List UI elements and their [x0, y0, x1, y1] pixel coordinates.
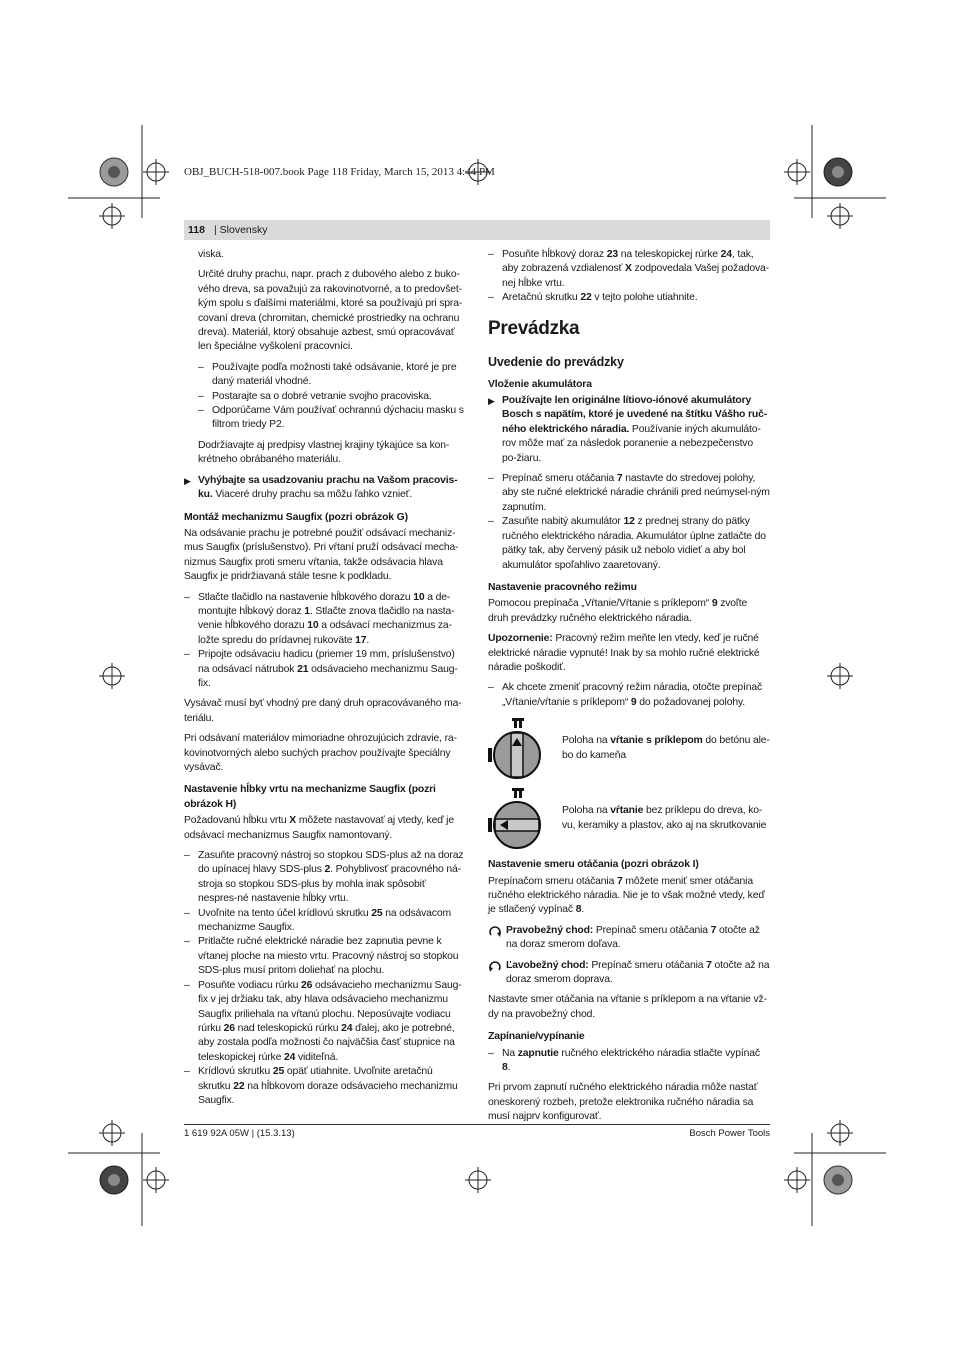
list-item: – Posuňte vodiacu rúrku 26 odsávacieho mechanizmu Saug-fix v jej držiaku tak, aby hlava odsávacieho mechanizmu Saugfix priliehala na vŕtanú plochu. Neposúvajte vodiacu rúrku 26 nad teleskopickú rúrku 24 ďalej, ako je potrebné, aby zostala podľa možnosti čo najväčšia časť stupnice na teleskopickej rúrke 24 viditeľná.: [184, 979, 466, 1065]
paragraph-mode: Pomocou prepínača „Vŕtanie/Vŕtanie s príklepom“ 9 zvoľte druh prevádzky ručného elektrického náradia.: [488, 598, 748, 624]
heading-mode: Nastavenie pracovného režimu: [488, 581, 637, 593]
paragraph-direction-hammer: Nastavte smer otáčania na vŕtanie s príklepom a na vŕtanie vž-dy na pravobežný chod.: [488, 994, 767, 1020]
paragraph-note: Upozornenie: Pracovný režim meňte len vtedy, keď je ručné elektrické náradie vypnuté! Inak by sa mohlo ručné elektrické náradie poškodiť.: [488, 633, 760, 673]
list-item: – Uvoľnite na tento účel krídlovú skrutku 25 na odsávacom mechanizme Saugfix.: [184, 907, 466, 936]
switch-list: [488, 1047, 770, 1076]
book-info-line: OBJ_BUCH-518-007.book Page 118 Friday, March 15, 2013 4:44 PM: [184, 166, 495, 178]
drill-selector-icon: [488, 786, 548, 850]
footer-brand: Bosch Power Tools: [689, 1128, 770, 1139]
mode-list: [488, 681, 770, 710]
paragraph-mount: Na odsávanie prachu je potrebné použiť odsávací mechaniz-mus Saugfix (príslušenstvo). Pri vŕtaní pruží odsávací mecha-nizmus Saugfix proti smeru vŕtania, takže odsávacia hlava Saugfix je pridržiavaná stále tesne k podkladu.: [184, 527, 459, 583]
heading-rotation-direction: Nastavenie smeru otáčania (pozri obrázok I): [488, 859, 699, 871]
left-column: [184, 248, 466, 1114]
depth-list: [184, 849, 466, 1108]
paragraph-rules: Dodržiavajte aj predpisy vlastnej krajiny týkajúce sa kon-krétneho obrábaného materiálu.: [198, 439, 450, 466]
list-item: – Používajte podľa možnosti také odsávanie, ktoré je pre daný materiál vhodné.: [198, 361, 466, 390]
list-item: – Aretačnú skrutku 22 v tejto polohe utiahnite.: [488, 291, 770, 305]
dust-list: [198, 361, 466, 433]
figure-hammer-drill: [488, 716, 770, 780]
list-item: – Pripojte odsávaciu hadicu (priemer 19 mm, príslušenstvo) na odsávací nátrubok 21 odsávacieho mechanizmu Saug-fix.: [184, 648, 466, 691]
figure-drill: [488, 786, 770, 850]
list-item: – Prepínač smeru otáčania 7 nastavte do stredovej polohy, aby ste ručné elektrické náradie chránili pred neúmysel-ným zapnutím.: [488, 472, 770, 515]
paragraph-depth: Požadovanú hĺbku vrtu X môžete nastavovať aj vtedy, keď je odsávací mechanizmus Saugfix namontovaný.: [184, 815, 454, 841]
hammer-drill-selector-icon: [488, 716, 548, 780]
triangle-bullet-icon: ▶: [184, 475, 191, 486]
right-column: [488, 248, 770, 1131]
paragraph-continuation: viska.: [198, 249, 224, 260]
paragraph-vacuum: Vysávač musí byť vhodný pre daný druh opracovávaného ma-teriálu.: [184, 698, 462, 724]
heading-operation: Prevádzka: [488, 317, 580, 339]
heading-mount-saugfix: Montáž mechanizmu Saugfix (pozri obrázok G): [184, 511, 408, 523]
list-item: – Zasuňte nabitý akumulátor 12 z prednej strany do pätky ručného elektrického náradia. Akumulátor úplne zatlačte do pätky tak, aby červený pásik už nebolo vidieť a aby bol akumulátor spoľahlivo zaaretovaný.: [488, 515, 770, 573]
heading-battery: Vloženie akumulátora: [488, 378, 592, 390]
list-item: – Pritlačte ručné elektrické náradie bez zapnutia pevne k vŕtanej ploche na miesto vrtu. Pracovný nástroj so stopkou SDS-plus musí pritom doliehať na plochu.: [184, 935, 466, 978]
list-item: – Posuňte hĺbkový doraz 23 na teleskopickej rúrke 24, tak, aby zobrazená vzdialenosť X zodpovedala Vašej požadova-nej hĺbke vrtu.: [488, 248, 770, 291]
paragraph-dust: Určité druhy prachu, napr. prach z dubového alebo z buko-vého dreva, sa považujú za rakovinotvorné, a to predovšet-kým spolu s ďalšími materiálmi, ktoré sa používajú pri spra-covaní dreva (chromitan, chemické prostriedky na ochranu dreva). Materiál, ktorý obsahuje azbest, smú opracovávať len špeciálne vyškolení pracovníci.: [198, 269, 463, 353]
list-item: – Stlačte tlačidlo na nastavenie hĺbkového dorazu 10 a de-montujte hĺbkový doraz 1. Stlačte znova tlačidlo na nasta-venie hĺbkového dorazu 10 a odsávací mechanizmus za-ložte spredu do prídavnej rukoväte 17.: [184, 591, 466, 649]
footer-rule: [184, 1124, 770, 1125]
footer-doc-number: 1 619 92A 05W | (15.3.13): [184, 1128, 295, 1139]
heading-startup: Uvedenie do prevádzky: [488, 354, 624, 369]
section-title: | Slovensky: [214, 224, 268, 236]
heading-switch: Zapínanie/vypínanie: [488, 1031, 585, 1043]
page-header-bar: [184, 220, 770, 240]
left-rotation-line: Ľavobežný chod: Prepínač smeru otáčania 7 otočte až na doraz smerom doprava.: [488, 959, 770, 988]
list-item: – Postarajte sa o dobré vetranie svojho pracoviska.: [198, 390, 466, 404]
continued-list: [488, 248, 770, 306]
warning-battery: ▶ Používajte len originálne lítiovo-iónové akumulátory Bosch s napätím, ktoré je uvedené na štítku Vášho ruč-ného elektrického náradia. Používanie iných akumuláto-rov môže mať za následok poranenie a nebezpečenstvo po-žiaru.: [488, 395, 768, 464]
list-item: – Na zapnutie ručného elektrického náradia stlačte vypínač 8.: [488, 1047, 770, 1076]
warning-dust: ▶ Vyhýbajte sa usadzovaniu prachu na Vašom pracovis-ku. Viaceré druhy prachu sa môžu ľahko vznieť.: [184, 474, 458, 501]
list-item: – Krídlovú skrutku 25 opäť utiahnite. Uvoľnite aretačnú skrutku 22 na hĺbkovom doraze odsávacieho mechanizmu Saugfix.: [184, 1065, 466, 1108]
page-number: 118: [188, 224, 205, 236]
paragraph-special-vacuum: Pri odsávaní materiálov mimoriadne ohrozujúcich zdravie, ra-kovinotvorných alebo suchých prachov používajte špeciálny vysávač.: [184, 733, 457, 773]
paragraph-first-start: Pri prvom zapnutí ručného elektrického náradia môže nastať oneskorený rozbeh, pretože elektronika ručného náradia sa musí najprv konfigurovať.: [488, 1082, 758, 1123]
list-item: – Zasuňte pracovný nástroj so stopkou SDS-plus až na doraz do upínacej hlavy SDS-plus 2. Pohyblivosť pracovného ná-stroja so stopkou SDS-plus by mohla inak spôsobiť nespres-né nastavenie hĺbky vrtu.: [184, 849, 466, 907]
clockwise-arrow-icon: [488, 926, 502, 938]
counterclockwise-arrow-icon: [488, 961, 502, 973]
right-rotation-line: Pravobežný chod: Prepínač smeru otáčania 7 otočte až na doraz smerom doľava.: [488, 924, 770, 953]
list-item: – Odporúčame Vám používať ochrannú dýchaciu masku s filtrom triedy P2.: [198, 404, 466, 433]
caption-drill: Poloha na vŕtanie bez príklepu do dreva, ko-vu, keramiky a plastov, ako aj na skrutkovanie: [562, 805, 767, 831]
heading-depth-saugfix: Nastavenie hĺbky vrtu na mechanizme Saugfix (pozri obrázok H): [184, 784, 436, 810]
caption-hammer-drill: Poloha na vŕtanie s príklepom do betónu ale-bo do kameňa: [562, 735, 770, 761]
paragraph-rotation-direction: Prepínačom smeru otáčania 7 môžete meniť smer otáčania ručného elektrického náradia. Nie je to však možné vtedy, keď je stlačený vypínač 8.: [488, 875, 765, 916]
list-item: – Ak chcete zmeniť pracovný režim náradia, otočte prepínač „Vŕtanie/vŕtanie s príklepom“ 9 do požadovanej polohy.: [488, 681, 770, 710]
mount-list: [184, 591, 466, 692]
battery-list: [488, 472, 770, 573]
triangle-bullet-icon: ▶: [488, 396, 495, 407]
